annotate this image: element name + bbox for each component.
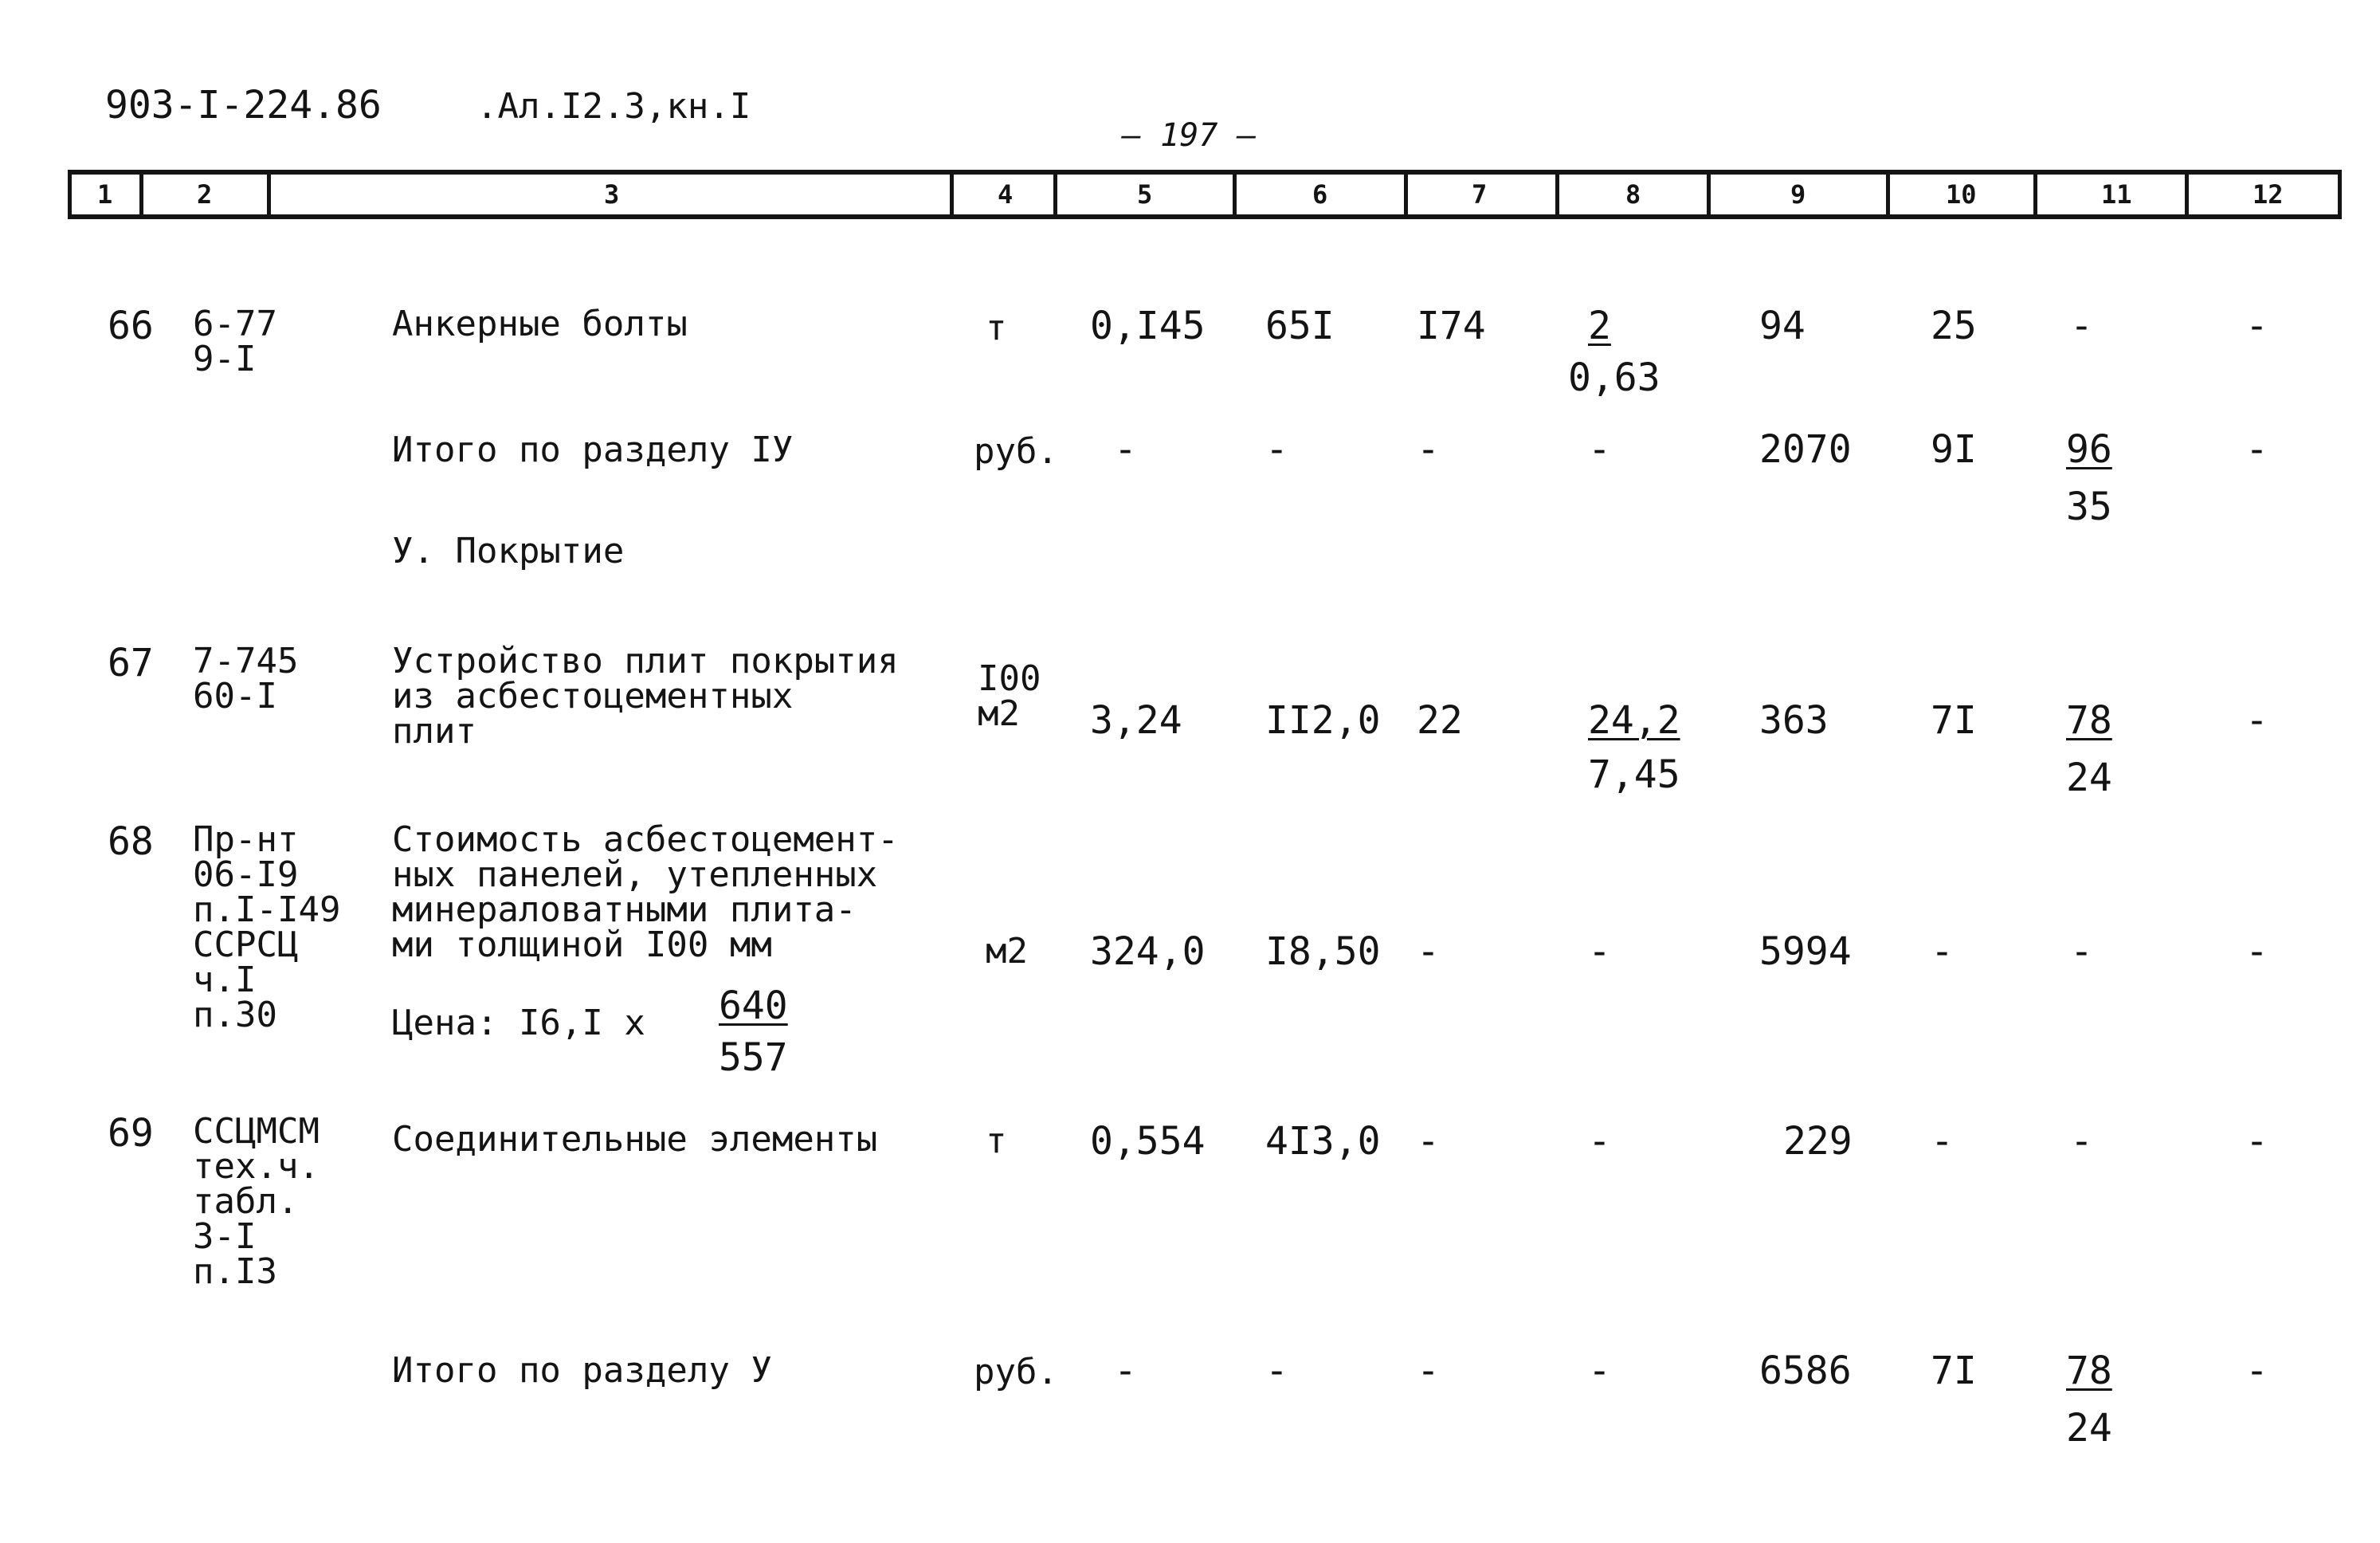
column-divider xyxy=(1555,170,1559,219)
unit: руб. xyxy=(974,431,1058,472)
col11-numerator: 78 xyxy=(2066,1349,2112,1393)
col10-value: 9I xyxy=(1931,427,1977,472)
quantity: 0,554 xyxy=(1090,1119,1206,1164)
row-number: 68 xyxy=(108,819,154,864)
price-note-numerator: 640 xyxy=(719,984,788,1028)
col8-value: - xyxy=(1588,427,1611,472)
column-divider xyxy=(139,170,143,219)
unit-price: 65I xyxy=(1265,304,1335,348)
column-number: 6 xyxy=(1312,179,1328,210)
column-number: 11 xyxy=(2101,179,2132,210)
col10-value: 25 xyxy=(1931,304,1977,348)
col11-value: - xyxy=(2070,929,2093,974)
unit: м2 xyxy=(986,931,1028,972)
col11-value: - xyxy=(2070,1119,2093,1164)
row-number: 66 xyxy=(108,304,154,348)
col8-value: - xyxy=(1588,1349,1611,1393)
norm-code: 7-745 60-I xyxy=(193,641,299,717)
col8-denominator: 0,63 xyxy=(1568,355,1661,400)
unit-price: 4I3,0 xyxy=(1265,1119,1381,1164)
column-divider xyxy=(68,170,72,219)
col11-numerator: 78 xyxy=(2066,698,2112,743)
col9-value: 94 xyxy=(1759,304,1806,348)
column-divider xyxy=(2338,170,2342,219)
col11-value: - xyxy=(2070,304,2093,348)
column-divider xyxy=(1404,170,1408,219)
col12-value: - xyxy=(2245,304,2268,348)
column-divider xyxy=(950,170,954,219)
col11-denominator: 24 xyxy=(2066,1406,2112,1451)
section-title: У. Покрытие xyxy=(392,531,625,571)
col8-numerator: 24,2 xyxy=(1588,698,1680,743)
unit: т xyxy=(986,308,1007,348)
column-divider xyxy=(1886,170,1890,219)
col9-value: 363 xyxy=(1759,698,1829,743)
column-number: 5 xyxy=(1137,179,1153,210)
quantity: - xyxy=(1114,1349,1137,1393)
col12-value: - xyxy=(2245,698,2268,743)
work-name: Соединительные элементы xyxy=(392,1119,878,1160)
col10-value: - xyxy=(1931,929,1954,974)
quantity: 324,0 xyxy=(1090,929,1206,974)
price-note-denominator: 557 xyxy=(719,1035,788,1080)
norm-code: 6-77 9-I xyxy=(193,304,277,379)
col11-numerator: 96 xyxy=(2066,427,2112,472)
quantity: 3,24 xyxy=(1090,698,1182,743)
col9-value: 229 xyxy=(1783,1119,1853,1164)
column-divider xyxy=(2033,170,2037,219)
column-divider xyxy=(1053,170,1057,219)
column-divider xyxy=(267,170,271,219)
col10-value: - xyxy=(1931,1119,1954,1164)
col12-value: - xyxy=(2245,1119,2268,1164)
column-number: 1 xyxy=(97,179,113,210)
work-name: Анкерные болты xyxy=(392,304,688,344)
work-name: Устройство плит покрытия из асбестоцементных плит xyxy=(392,641,899,752)
column-number: 9 xyxy=(1790,179,1806,210)
col7-value: I74 xyxy=(1417,304,1486,348)
col9-value: 2070 xyxy=(1759,427,1852,472)
col12-value: - xyxy=(2245,1349,2268,1393)
work-name: Стоимость асбестоцемент- ных панелей, утепленных минераловатными плита- ми толщиной I00 мм xyxy=(392,819,899,965)
row-number: 67 xyxy=(108,641,154,685)
col8-value: - xyxy=(1588,929,1611,974)
col7-value: 22 xyxy=(1417,698,1463,743)
column-number: 4 xyxy=(998,179,1014,210)
col11-denominator: 24 xyxy=(2066,756,2112,800)
page-number: — 197 — xyxy=(1122,117,1257,154)
header-bottom-rule xyxy=(68,214,2342,219)
quantity: 0,I45 xyxy=(1090,304,1206,348)
column-number: 12 xyxy=(2253,179,2284,210)
row-number: 69 xyxy=(108,1111,154,1156)
unit-price: I8,50 xyxy=(1265,929,1381,974)
col12-value: - xyxy=(2245,427,2268,472)
unit-price: II2,0 xyxy=(1265,698,1381,743)
norm-code: ССЦМСМ тех.ч. табл. 3-I п.I3 xyxy=(193,1111,320,1292)
col7-value: - xyxy=(1417,1119,1440,1164)
col8-denominator: 7,45 xyxy=(1588,752,1680,797)
header-top-rule xyxy=(68,170,2342,175)
column-number: 2 xyxy=(197,179,213,210)
col9-value: 6586 xyxy=(1759,1349,1852,1393)
col7-value: - xyxy=(1417,427,1440,472)
subtotal-label: Итого по разделу IУ xyxy=(392,430,794,470)
column-divider xyxy=(1707,170,1711,219)
column-divider xyxy=(1233,170,1237,219)
unit: I00 м2 xyxy=(978,658,1041,734)
unit: руб. xyxy=(974,1352,1058,1392)
column-number: 8 xyxy=(1625,179,1641,210)
col10-value: 7I xyxy=(1931,1349,1977,1393)
col10-value: 7I xyxy=(1931,698,1977,743)
subtotal-label: Итого по разделу У xyxy=(392,1350,772,1391)
column-number: 7 xyxy=(1472,179,1488,210)
unit: т xyxy=(986,1121,1007,1161)
quantity: - xyxy=(1114,427,1137,472)
col12-value: - xyxy=(2245,929,2268,974)
column-number: 3 xyxy=(604,179,620,210)
col9-value: 5994 xyxy=(1759,929,1852,974)
col7-value: - xyxy=(1417,929,1440,974)
col7-value: - xyxy=(1417,1349,1440,1393)
album-reference: .Ал.I2.3,кн.I xyxy=(476,86,751,127)
column-number: 10 xyxy=(1946,179,1977,210)
col11-denominator: 35 xyxy=(2066,485,2112,529)
norm-code: Пр-нт 06-I9 п.I-I49 ССРСЦ ч.I п.30 xyxy=(193,819,341,1035)
price-note-label: Цена: I6,I x xyxy=(392,1003,645,1043)
unit-price: - xyxy=(1265,427,1288,472)
col8-value: - xyxy=(1588,1119,1611,1164)
column-divider xyxy=(2185,170,2189,219)
col8-numerator: 2 xyxy=(1588,304,1611,348)
document-code: 903-I-224.86 xyxy=(105,83,382,128)
unit-price: - xyxy=(1265,1349,1288,1393)
